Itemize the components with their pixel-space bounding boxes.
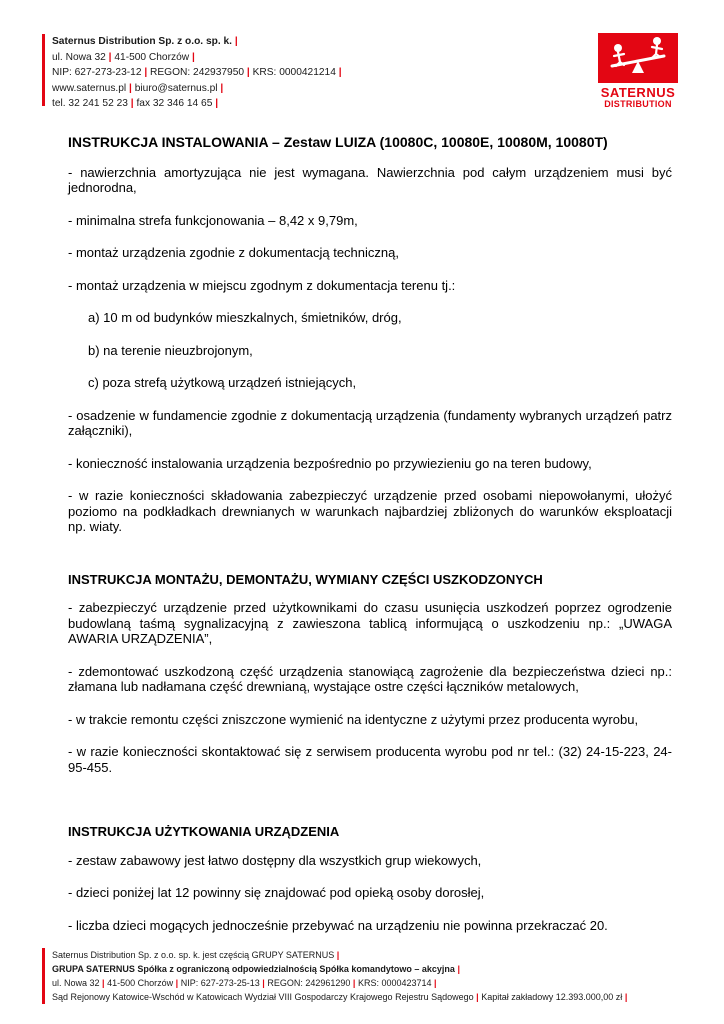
list-item: - montaż urządzenia w miejscu zgodnym z dokumentacja terenu tj.:	[68, 277, 456, 293]
section-title-installation: INSTRUKCJA INSTALOWANIA – Zestaw LUIZA (10080C, 10080E, 10080M, 10080T)	[68, 134, 608, 150]
footer-line-registry: ul. Nowa 32 | 41-500 Chorzów | NIP: 627-273-25-13 | REGON: 242961290 | KRS: 0000423714 |	[52, 978, 437, 988]
letterhead-line-company: Saternus Distribution Sp. z o.o. sp. k. |	[52, 36, 238, 47]
list-item: - w trakcie remontu części zniszczone wymienić na identyczne z użytymi przez producenta wyrobu,	[68, 711, 639, 727]
letterhead-line-web: www.saternus.pl | biuro@saternus.pl |	[52, 82, 224, 94]
section-title-usage: INSTRUKCJA UŻYTKOWANIA URZĄDZENIA	[68, 824, 340, 839]
document-body	[68, 135, 672, 950]
list-item: - liczba dzieci mogących jednocześnie przebywać na urządzeniu nie powinna przekraczać 20.	[68, 917, 608, 933]
sub-list-item: a) 10 m od budynków mieszkalnych, śmietników, dróg,	[88, 310, 402, 325]
list-item: - w razie konieczności składowania zabezpieczyć urządzenie przed osobami niepowołanymi, ułożyć poziomo na podkładkach drewnianych w warunkach najbardziej zbliżonych do warunków eksploatacji np. wiaty.	[68, 488, 672, 534]
footer-accent-bar	[42, 948, 45, 1004]
logo-name: SATERNUS	[600, 85, 676, 100]
letterhead-accent-bar	[42, 34, 45, 106]
logo-subtitle: DISTRIBUTION	[604, 99, 672, 109]
seesaw-icon	[598, 33, 678, 83]
letterhead-line-registry: NIP: 627-273-23-12 | REGON: 242937950 | KRS: 0000421214 |	[52, 67, 342, 78]
list-item: - minimalna strefa funkcjonowania – 8,42 x 9,79m,	[68, 212, 358, 228]
letterhead-line-phone: tel. 32 241 52 23 | fax 32 346 14 65 |	[52, 98, 219, 109]
section-title-assembly: INSTRUKCJA MONTAŻU, DEMONTAŻU, WYMIANY CZĘŚCI USZKODZONYCH	[68, 571, 543, 587]
letterhead-line-address: ul. Nowa 32 | 41-500 Chorzów |	[52, 51, 195, 63]
sub-list-item: c) poza strefą użytkową urządzeń istniejących,	[88, 375, 357, 390]
saternus-logo	[596, 33, 680, 109]
footer-line-court: Sąd Rejonowy Katowice-Wschód w Katowicach Wydział VIII Gospodarczy Krajowego Rejestru Sądowego | Kapitał zakładowy 12.393.000,00 zł |	[52, 992, 628, 1002]
email-link[interactable]: biuro@saternus.pl	[134, 82, 218, 94]
website-link[interactable]: www.saternus.pl	[52, 82, 127, 94]
list-item: - zabezpieczyć urządzenie przed użytkownikami do czasu usunięcia uszkodzeń poprzez ogrodzenie budowlaną taśmą sygnalizacyjną z zawieszona tablicą informującą o uszkodzeniu np.: „UWAGA AWARIA URZĄDZENIA”,	[68, 600, 672, 646]
sub-list-item: b) na terenie nieuzbrojonym,	[88, 342, 253, 358]
list-item: - w razie konieczności skontaktować się z serwisem producenta wyrobu pod nr tel.: (32) 24-15-223, 24-95-455.	[68, 744, 672, 775]
list-item: - osadzenie w fundamencie zgodnie z dokumentacją urządzenia (fundamenty wybranych urządzeń patrz załączniki),	[68, 407, 672, 438]
footer-line-group: Saternus Distribution Sp. z o.o. sp. k. jest częścią GRUPY SATERNUS |	[52, 950, 340, 960]
list-item: - konieczność instalowania urządzenia bezpośrednio po przywiezieniu go na teren budowy,	[68, 455, 592, 471]
list-item: - montaż urządzenia zgodnie z dokumentacją techniczną,	[68, 245, 399, 260]
list-item: - zdemontować uszkodzoną część urządzenia stanowiącą zagrożenie dla bezpieczeństwa dzieci np.: złamana lub nadłamana część drewnianą, wystające ostre części łączników metalowych,	[68, 663, 672, 694]
list-item: - nawierzchnia amortyzująca nie jest wymagana. Nawierzchnia pod całym urządzeniem musi być jednorodna,	[68, 164, 672, 195]
list-item: - dzieci poniżej lat 12 powinny się znajdować pod opieką osoby dorosłej,	[68, 885, 485, 900]
company-name: Saternus Distribution Sp. z o.o. sp. k.	[52, 36, 232, 47]
list-item: - zestaw zabawowy jest łatwo dostępny dla wszystkich grup wiekowych,	[68, 852, 482, 868]
footer-line-legal-name: GRUPA SATERNUS Spółka z ograniczoną odpowiedzialnością Spółka komandytowo – akcyjna |	[52, 964, 460, 974]
